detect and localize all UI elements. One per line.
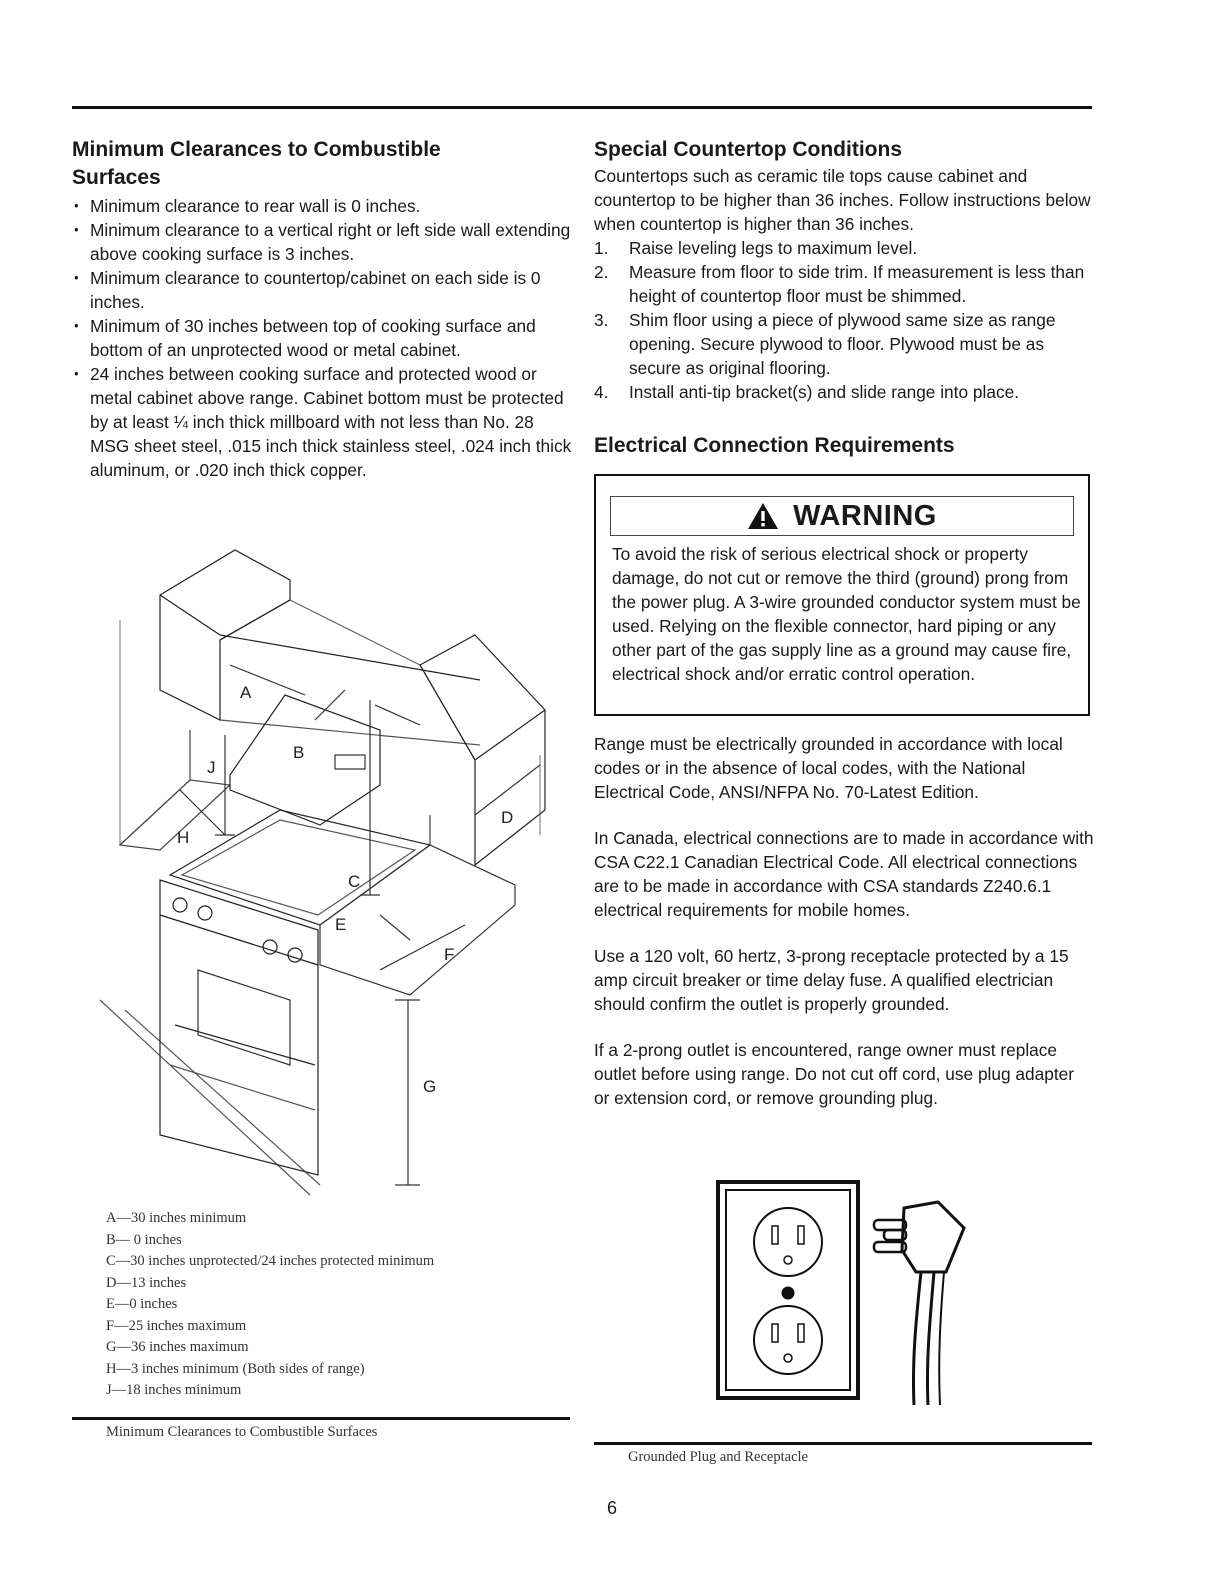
- legend-item: F—25 inches maximum: [106, 1317, 247, 1334]
- legend-item: G—36 inches maximum: [106, 1339, 249, 1355]
- diagram-legend: [106, 1208, 434, 1402]
- list-item: • 24 inches between cooking surface and protected wood or metal cabinet above range. Cabinet bottom must be protected by at least ¼ inch thick millboard with not less than No. 28 MSG sheet steel, .015 inch thick stainless steel, .024 inch thick aluminum, or .020 inch thick copper.: [72, 362, 572, 482]
- diagram-label-j: J: [207, 758, 216, 777]
- diagram-label-d: D: [501, 808, 514, 827]
- right-figure-caption: Grounded Plug and Receptacle: [628, 1449, 808, 1465]
- diagram-label-a: A: [240, 683, 252, 702]
- warning-triangle-icon: [747, 502, 779, 530]
- legend-item: A—30 inches minimum: [106, 1210, 247, 1226]
- diagram-label-b: B: [293, 743, 305, 762]
- list-item: • Minimum of 30 inches between top of cooking surface and bottom of an unprotected wood or metal cabinet.: [72, 314, 572, 362]
- clearance-diagram: [90, 545, 570, 1205]
- clearance-list: [72, 194, 572, 482]
- warning-text: To avoid the risk of serious electrical shock or property damage, do not cut or remove the third (ground) prong from the power plug. A 3-wire grounded conductor system must be used. Relying on the flexible connector, hard piping or any other part of the gas supply line as a ground may cause fire, electrical shock and/or erratic control operation.: [612, 544, 1081, 684]
- right-caption-rule: [594, 1442, 1092, 1445]
- legend-item: E—0 inches: [106, 1296, 178, 1312]
- list-item: 1. Raise leveling legs to maximum level.: [594, 238, 918, 258]
- list-item: • Minimum clearance to a vertical right or left side wall extending above cooking surface is 3 inches.: [72, 218, 572, 266]
- top-rule: [72, 106, 1092, 109]
- list-item: 2. Measure from floor to side trim. If measurement is less than height of countertop floor must be shimmed.: [594, 262, 1085, 306]
- list-item: • Minimum clearance to rear wall is 0 inches.: [72, 194, 572, 218]
- list-item: 3. Shim floor using a piece of plywood same size as range opening. Secure plywood to floor. Plywood must be as secure as original flooring.: [594, 310, 1056, 378]
- countertop-intro: Countertops such as ceramic tile tops cause cabinet and countertop to be higher than 36 inches. Follow instructions below when countertop is higher than 36 inches.: [594, 166, 1091, 234]
- list-item: 4. Install anti-tip bracket(s) and slide range into place.: [594, 382, 1019, 402]
- list-item: • Minimum clearance to countertop/cabinet on each side is 0 inches.: [72, 266, 572, 314]
- left-caption-rule: [72, 1417, 570, 1420]
- electrical-paragraphs: [594, 732, 1094, 1110]
- clearances-heading: Minimum Clearances to Combustible Surfaces: [72, 138, 441, 189]
- diagram-label-f: F: [444, 945, 455, 964]
- left-figure-caption: Minimum Clearances to Combustible Surfaces: [106, 1424, 378, 1440]
- paragraph: In Canada, electrical connections are to made in accordance with CSA C22.1 Canadian Electrical Code. All electrical connections are to be made in accordance with CSA standards Z240.6.1 electrical requirements for mobile homes.: [594, 828, 1094, 920]
- legend-item: C—30 inches unprotected/24 inches protected minimum: [106, 1253, 435, 1269]
- right-column: [594, 136, 1094, 460]
- electrical-heading: Electrical Connection Requirements: [594, 434, 955, 457]
- legend-item: J—18 inches minimum: [106, 1382, 242, 1398]
- diagram-label-h: H: [177, 828, 190, 847]
- countertop-heading: Special Countertop Conditions: [594, 138, 902, 161]
- countertop-steps: [594, 236, 1094, 404]
- plug-receptacle-illustration: [716, 1180, 976, 1410]
- warning-box: [594, 474, 1090, 716]
- paragraph: If a 2-prong outlet is encountered, range owner must replace outlet before using range. Do not cut off cord, use plug adapter or extension cord, or remove grounding plug.: [594, 1040, 1075, 1108]
- legend-item: D—13 inches: [106, 1274, 187, 1291]
- paragraph: Use a 120 volt, 60 hertz, 3-prong receptacle protected by a 15 amp circuit breaker or time delay fuse. A qualified electrician should confirm the outlet is properly grounded.: [594, 946, 1069, 1014]
- diagram-label-g: G: [423, 1077, 437, 1096]
- diagram-label-e: E: [335, 915, 347, 934]
- legend-item: B— 0 inches: [106, 1231, 182, 1248]
- legend-item: H—3 inches minimum (Both sides of range): [106, 1360, 365, 1377]
- warning-header: [610, 496, 1074, 536]
- left-column: [72, 136, 572, 482]
- paragraph: Range must be electrically grounded in accordance with local codes or in the absence of local codes, with the National Electrical Code, ANSI/NFPA No. 70-Latest Edition.: [594, 734, 1063, 802]
- page-number: 6: [606, 1498, 617, 1518]
- diagram-label-c: C: [348, 872, 361, 891]
- warning-title: WARNING: [793, 499, 937, 532]
